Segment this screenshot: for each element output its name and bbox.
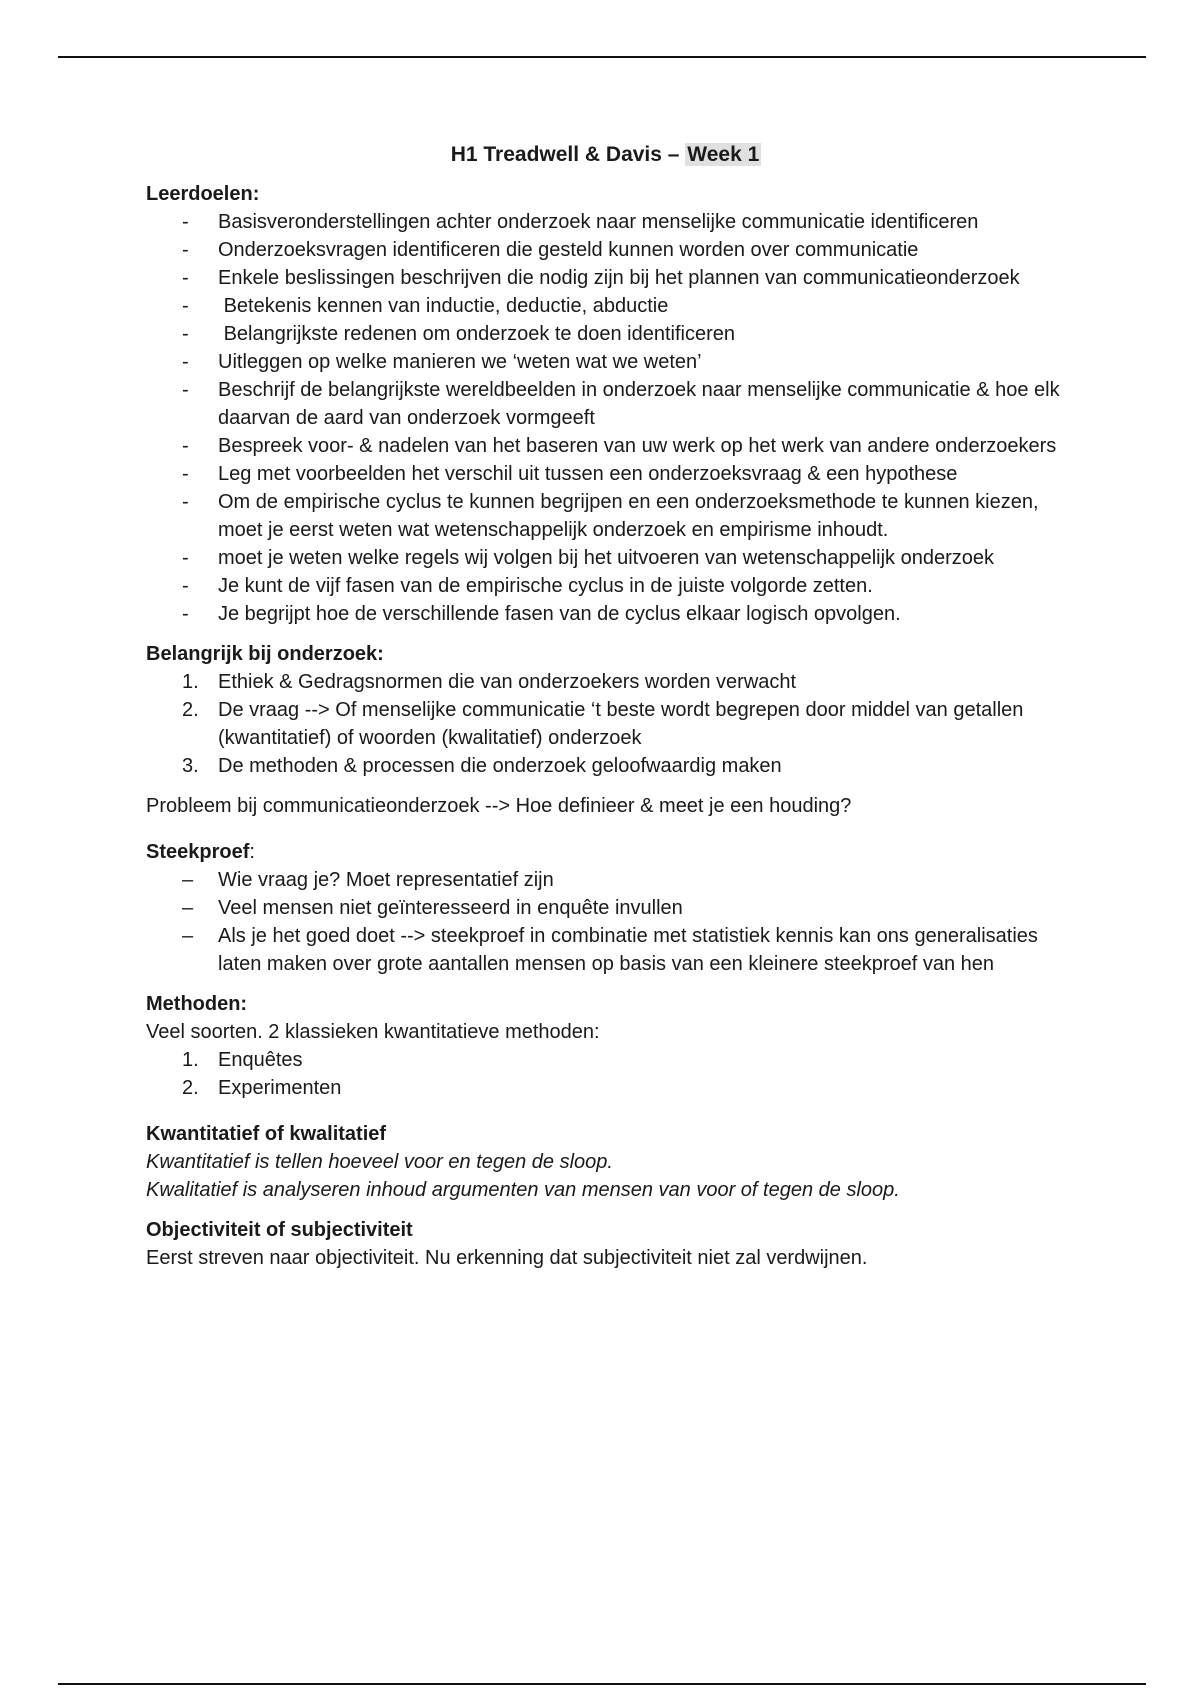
list-item: 2. De vraag --> Of menselijke communicatie ‘t beste wordt begrepen door middel van getallen (kwantitatief) of woorden (kwalitatief) onderzoek	[146, 696, 1066, 752]
methoden-list	[146, 1046, 1066, 1102]
document-body	[146, 140, 1066, 1272]
objectiviteit-text: Eerst streven naar objectiviteit. Nu erkenning dat subjectiviteit niet zal verdwijnen.	[146, 1247, 868, 1269]
dash-bullet: –	[182, 925, 194, 947]
kwantitatief-heading: Kwantitatief of kwalitatief	[146, 1123, 387, 1145]
dash-bullet: -	[182, 379, 189, 401]
steekproef-heading: Steekproef	[146, 841, 250, 863]
list-number: 3.	[182, 755, 199, 777]
methoden-intro: Veel soorten. 2 klassieken kwantitatieve methoden:	[146, 1021, 600, 1043]
methoden-heading: Methoden:	[146, 993, 248, 1015]
list-item: - Onderzoeksvragen identificeren die gesteld kunnen worden over communicatie	[146, 236, 1066, 264]
list-item: 1. Ethiek & Gedragsnormen die van onderzoekers worden verwacht	[146, 668, 1066, 696]
dash-bullet: -	[182, 575, 189, 597]
dash-bullet: -	[182, 239, 189, 261]
list-number: 1.	[182, 1049, 199, 1071]
dash-bullet: -	[182, 295, 189, 317]
list-item: - Bespreek voor- & nadelen van het baseren van uw werk op het werk van andere onderzoekers	[146, 432, 1066, 460]
steekproef-heading-line	[146, 838, 1066, 866]
dash-bullet: -	[182, 351, 189, 373]
list-item: - Leg met voorbeelden het verschil uit tussen een onderzoeksvraag & een hypothese	[146, 460, 1066, 488]
dash-bullet: -	[182, 323, 189, 345]
leerdoelen-heading: Leerdoelen:	[146, 183, 260, 205]
list-item: - Enkele beslissingen beschrijven die nodig zijn bij het plannen van communicatieonderzoek	[146, 264, 1066, 292]
belangrijk-heading: Belangrijk bij onderzoek:	[146, 643, 384, 665]
dash-bullet: -	[182, 603, 189, 625]
list-item: - Basisveronderstellingen achter onderzoek naar menselijke communicatie identificeren	[146, 208, 1066, 236]
list-number: 2.	[182, 1077, 199, 1099]
list-item: - Beschrijf de belangrijkste wereldbeelden in onderzoek naar menselijke communicatie & hoe elk daarvan de aard van onderzoek vormgeeft	[146, 376, 1066, 432]
list-item: - Je kunt de vijf fasen van de empirische cyclus in de juiste volgorde zetten.	[146, 572, 1066, 600]
dash-bullet: -	[182, 267, 189, 289]
list-item: - Je begrijpt hoe de verschillende fasen van de cyclus elkaar logisch opvolgen.	[146, 600, 1066, 628]
list-item: – Wie vraag je? Moet representatief zijn	[146, 866, 1066, 894]
list-item: 1. Enquêtes	[146, 1046, 1066, 1074]
probleem-text: Probleem bij communicatieonderzoek --> Hoe definieer & meet je een houding?	[146, 795, 852, 817]
dash-bullet: -	[182, 435, 189, 457]
list-item: – Als je het goed doet --> steekproef in combinatie met statistiek kennis kan ons generalisaties laten maken over grote aantallen mensen op basis van een kleinere steekproef van hen	[146, 922, 1066, 978]
list-item: - Belangrijkste redenen om onderzoek te doen identificeren	[146, 320, 1066, 348]
list-item: - Betekenis kennen van inductie, deductie, abductie	[146, 292, 1066, 320]
dash-bullet: -	[182, 463, 189, 485]
list-item: - Uitleggen op welke manieren we ‘weten wat we weten’	[146, 348, 1066, 376]
list-item: 3. De methoden & processen die onderzoek geloofwaardig maken	[146, 752, 1066, 780]
header-rule	[58, 56, 1146, 58]
dash-bullet: -	[182, 491, 189, 513]
leerdoelen-list	[146, 208, 1066, 628]
title-text: H1 Treadwell & Davis –	[450, 143, 686, 166]
steekproef-colon: :	[249, 841, 255, 863]
dash-bullet: -	[182, 211, 189, 233]
title-highlight: Week 1	[687, 143, 760, 166]
list-item: - moet je weten welke regels wij volgen bij het uitvoeren van wetenschappelijk onderzoek	[146, 544, 1066, 572]
belangrijk-list	[146, 668, 1066, 780]
footer-rule	[58, 1683, 1146, 1685]
kwalitatief-line: Kwalitatief is analyseren inhoud argumenten van mensen van voor of tegen de sloop.	[146, 1179, 900, 1201]
list-item: – Veel mensen niet geïnteresseerd in enquête invullen	[146, 894, 1066, 922]
list-number: 2.	[182, 699, 199, 721]
dash-bullet: -	[182, 547, 189, 569]
dash-bullet: –	[182, 897, 194, 919]
list-number: 1.	[182, 671, 199, 693]
page-title	[146, 140, 1066, 170]
kwantitatief-line: Kwantitatief is tellen hoeveel voor en tegen de sloop.	[146, 1151, 613, 1173]
dash-bullet: –	[182, 869, 194, 891]
list-item: - Om de empirische cyclus te kunnen begrijpen en een onderzoeksmethode te kunnen kiezen, moet je eerst weten wat wetenschappelijk onderzoek en empirisme inhoudt.	[146, 488, 1066, 544]
steekproef-list	[146, 866, 1066, 978]
list-item: 2. Experimenten	[146, 1074, 1066, 1102]
objectiviteit-heading: Objectiviteit of subjectiviteit	[146, 1219, 413, 1241]
